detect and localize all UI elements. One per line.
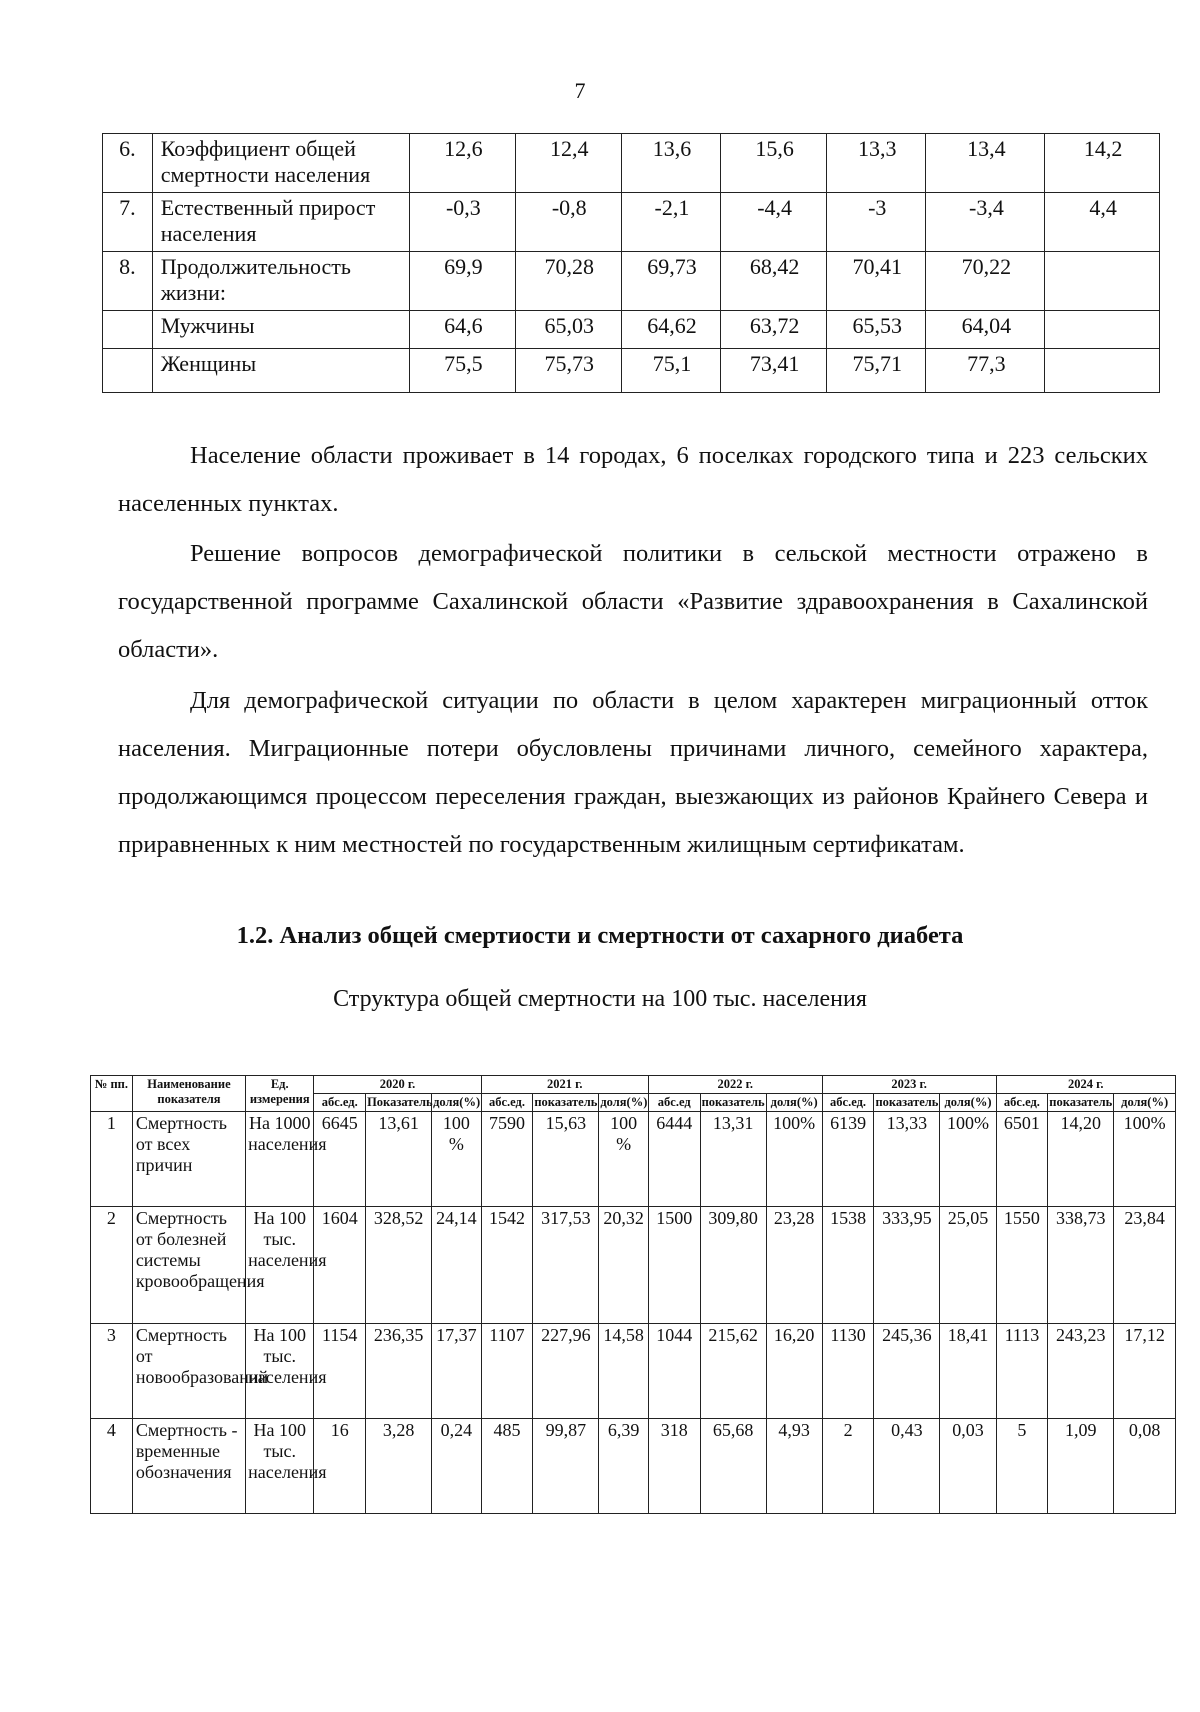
table-cell: 13,31	[700, 1112, 766, 1207]
row-number: 4	[91, 1419, 133, 1514]
table-cell: -4,4	[721, 193, 827, 252]
table-cell: 69,73	[621, 252, 720, 311]
table-cell: 245,36	[874, 1324, 940, 1419]
table-cell: 99,87	[533, 1419, 599, 1514]
table-cell: 100 %	[599, 1112, 649, 1207]
table-cell: 6139	[822, 1112, 874, 1207]
table-cell: 68,42	[721, 252, 827, 311]
table-row	[103, 252, 1160, 311]
table-cell: 24,14	[432, 1207, 482, 1324]
table-cell: 63,72	[721, 311, 827, 349]
table-cell: 16,20	[766, 1324, 822, 1419]
table-cell: 64,62	[621, 311, 720, 349]
table-row	[91, 1324, 1176, 1419]
table-row	[91, 1207, 1176, 1324]
row-name: Смертность от новообразований	[132, 1324, 245, 1419]
table-cell: 75,71	[827, 349, 926, 393]
row-unit: На 1000 населения	[246, 1112, 314, 1207]
section-heading: 1.2. Анализ общей смертиости и смертности от сахарного диабета	[236, 922, 964, 949]
table-cell: 227,96	[533, 1324, 599, 1419]
row-index	[103, 311, 153, 349]
header-subcolumn: абс.ед.	[314, 1094, 366, 1112]
row-unit: На 100 тыс. населения	[246, 1324, 314, 1419]
row-index: 8.	[103, 252, 153, 311]
table-cell: 14,2	[1045, 134, 1160, 193]
table-cell: 1542	[481, 1207, 533, 1324]
table-cell: 100%	[1114, 1112, 1176, 1207]
table-cell: 6,39	[599, 1419, 649, 1514]
row-unit: На 100 тыс. населения	[246, 1207, 314, 1324]
row-index	[103, 349, 153, 393]
table-cell: 6501	[996, 1112, 1048, 1207]
table-cell: 1154	[314, 1324, 366, 1419]
table-cell: -3,4	[926, 193, 1045, 252]
header-subcolumn: показатель	[874, 1094, 940, 1112]
table-cell: 1130	[822, 1324, 874, 1419]
table-cell: 69,9	[409, 252, 515, 311]
header-year: 2021 г.	[481, 1076, 648, 1094]
row-number: 3	[91, 1324, 133, 1419]
table-cell: 14,58	[599, 1324, 649, 1419]
table-cell: 236,35	[366, 1324, 432, 1419]
row-name: Естественный прирост населения	[152, 193, 409, 252]
table-cell: 328,52	[366, 1207, 432, 1324]
table-cell: 1113	[996, 1324, 1048, 1419]
table-cell: 75,73	[515, 349, 621, 393]
table-cell: 13,3	[827, 134, 926, 193]
header-year: 2023 г.	[822, 1076, 996, 1094]
table-cell: 13,6	[621, 134, 720, 193]
table-cell: 12,4	[515, 134, 621, 193]
table-cell: 0,24	[432, 1419, 482, 1514]
table-cell: 70,28	[515, 252, 621, 311]
header-year: 2020 г.	[314, 1076, 481, 1094]
table-row	[91, 1112, 1176, 1207]
table-cell: 65,68	[700, 1419, 766, 1514]
table-row	[103, 193, 1160, 252]
table-cell: 485	[481, 1419, 533, 1514]
table-cell: 25,05	[940, 1207, 996, 1324]
demographics-table	[102, 133, 1160, 393]
header-subcolumn: показатель	[1048, 1094, 1114, 1112]
header-subcolumn: показатель	[700, 1094, 766, 1112]
table-row	[103, 311, 1160, 349]
table-cell: -3	[827, 193, 926, 252]
table-cell: 17,37	[432, 1324, 482, 1419]
row-index: 7.	[103, 193, 153, 252]
row-index: 6.	[103, 134, 153, 193]
header-unit: Ед. измерения	[246, 1076, 314, 1112]
table-cell: 18,41	[940, 1324, 996, 1419]
table-cell: 65,53	[827, 311, 926, 349]
table-cell: 309,80	[700, 1207, 766, 1324]
header-name: Наименование показателя	[132, 1076, 245, 1112]
table-cell: 338,73	[1048, 1207, 1114, 1324]
header-subcolumn: доля(%)	[599, 1094, 649, 1112]
table-cell: 1500	[648, 1207, 700, 1324]
row-name: Продолжительность жизни:	[152, 252, 409, 311]
table-cell: 73,41	[721, 349, 827, 393]
table-cell: 100 %	[432, 1112, 482, 1207]
paragraph-migration: Для демографической ситуации по области в целом характерен миграционный отток населения. Миграционные потери обусловлены причинами личного, семейного характера, продолжающимся процессом переселения граждан, выезжающих из районов Крайнего Севера и приравненных к ним местностей по государственным жилищным сертификатам.	[118, 687, 1148, 858]
table-row	[103, 349, 1160, 393]
table-cell: 100%	[940, 1112, 996, 1207]
table-caption: Структура общей смертности на 100 тыс. населения	[333, 986, 867, 1012]
table-cell: 5	[996, 1419, 1048, 1514]
table-cell: 318	[648, 1419, 700, 1514]
table-cell: 1604	[314, 1207, 366, 1324]
table-cell: 100%	[766, 1112, 822, 1207]
row-name: Смертность от всех причин	[132, 1112, 245, 1207]
table-cell: 17,12	[1114, 1324, 1176, 1419]
table-row	[91, 1419, 1176, 1514]
table-cell: 6645	[314, 1112, 366, 1207]
table-cell: 75,1	[621, 349, 720, 393]
table-cell: 333,95	[874, 1207, 940, 1324]
table-cell	[1045, 349, 1160, 393]
table-row	[103, 134, 1160, 193]
table-cell	[1045, 252, 1160, 311]
header-subcolumn: абс.ед.	[996, 1094, 1048, 1112]
table-cell: 0,08	[1114, 1419, 1176, 1514]
header-subcolumn: доля(%)	[766, 1094, 822, 1112]
row-name: Женщины	[152, 349, 409, 393]
table-cell: 16	[314, 1419, 366, 1514]
table-cell: 64,04	[926, 311, 1045, 349]
header-subcolumn: абс.ед.	[822, 1094, 874, 1112]
table-cell: 1538	[822, 1207, 874, 1324]
table-cell: 12,6	[409, 134, 515, 193]
table-cell: 215,62	[700, 1324, 766, 1419]
table-cell: 13,4	[926, 134, 1045, 193]
table-cell: 70,22	[926, 252, 1045, 311]
table-cell: 23,28	[766, 1207, 822, 1324]
header-subcolumn: доля(%)	[940, 1094, 996, 1112]
page-number: 7	[574, 78, 586, 103]
header-subcolumn: доля(%)	[1114, 1094, 1176, 1112]
table-cell: 15,63	[533, 1112, 599, 1207]
table-cell: 317,53	[533, 1207, 599, 1324]
table-cell: 0,43	[874, 1419, 940, 1514]
header-subcolumn: абс.ед	[648, 1094, 700, 1112]
table-cell: 77,3	[926, 349, 1045, 393]
paragraph-policy: Решение вопросов демографической политики в сельской местности отражено в государственной программе Сахалинской области «Развитие здравоохранения в Сахалинской области».	[118, 540, 1148, 663]
header-subcolumn: показатель	[533, 1094, 599, 1112]
table-cell: -2,1	[621, 193, 720, 252]
table-cell: 13,61	[366, 1112, 432, 1207]
row-name: Смертность от болезней системы кровообращения	[132, 1207, 245, 1324]
header-no: № пп.	[91, 1076, 133, 1112]
table-cell: 13,33	[874, 1112, 940, 1207]
paragraph-settlements: Население области проживает в 14 городах, 6 поселках городского типа и 223 сельских населенных пунктах.	[118, 442, 1148, 517]
table-cell: 243,23	[1048, 1324, 1114, 1419]
row-name: Мужчины	[152, 311, 409, 349]
header-subcolumn: абс.ед.	[481, 1094, 533, 1112]
table-cell: 70,41	[827, 252, 926, 311]
table-cell	[1045, 311, 1160, 349]
table-cell: 4,4	[1045, 193, 1160, 252]
row-number: 1	[91, 1112, 133, 1207]
table-cell: 23,84	[1114, 1207, 1176, 1324]
row-name: Коэффициент общей смертности населения	[152, 134, 409, 193]
table-cell: 1,09	[1048, 1419, 1114, 1514]
table-cell: 6444	[648, 1112, 700, 1207]
table-cell: -0,3	[409, 193, 515, 252]
table-cell: 20,32	[599, 1207, 649, 1324]
table-cell: 2	[822, 1419, 874, 1514]
table-cell: 1550	[996, 1207, 1048, 1324]
table-cell: 64,6	[409, 311, 515, 349]
header-year: 2022 г.	[648, 1076, 822, 1094]
header-subcolumn: доля(%)	[432, 1094, 482, 1112]
table-cell: 0,03	[940, 1419, 996, 1514]
table-cell: 14,20	[1048, 1112, 1114, 1207]
table-cell: -0,8	[515, 193, 621, 252]
table-cell: 15,6	[721, 134, 827, 193]
table-cell: 4,93	[766, 1419, 822, 1514]
row-unit: На 100 тыс. населения	[246, 1419, 314, 1514]
table-cell: 1044	[648, 1324, 700, 1419]
header-year: 2024 г.	[996, 1076, 1175, 1094]
table-cell: 1107	[481, 1324, 533, 1419]
mortality-structure-table	[90, 1075, 1176, 1514]
header-subcolumn: Показатель	[366, 1094, 432, 1112]
row-number: 2	[91, 1207, 133, 1324]
table-cell: 75,5	[409, 349, 515, 393]
table-cell: 3,28	[366, 1419, 432, 1514]
row-name: Смертность - временные обозначения	[132, 1419, 245, 1514]
table-cell: 65,03	[515, 311, 621, 349]
table-cell: 7590	[481, 1112, 533, 1207]
